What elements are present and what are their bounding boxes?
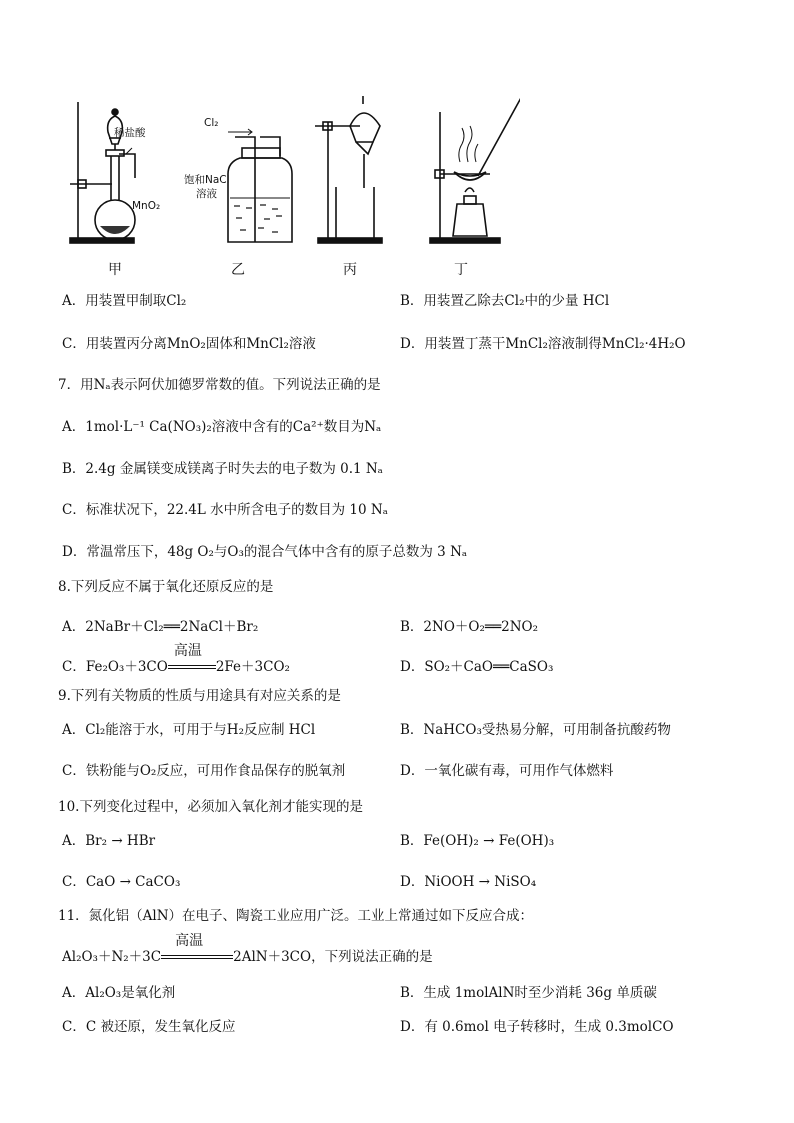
apparatus-jia: [70, 102, 135, 243]
caption-ding: 丁: [454, 262, 468, 278]
q8-option-c-left: C．Fe₂O₃＋3CO: [62, 659, 168, 675]
q7-option-d: D．常温常压下，48g O₂与O₃的混合气体中含有的原子总数为 3 Nₐ: [62, 544, 468, 560]
label-dilute-hcl: 稀盐酸: [114, 127, 146, 139]
q11-eq-left: Al₂O₃＋N₂＋3C: [62, 949, 162, 965]
q7-option-a: A．1mol·L⁻¹ Ca(NO₃)₂溶液中含有的Ca²⁺数目为Nₐ: [62, 419, 382, 435]
q7-option-c: C．标准状况下，22.4L 水中所含电子的数目为 10 Nₐ: [62, 502, 388, 518]
caption-bing: 丙: [343, 262, 357, 278]
apparatus-yi: [228, 129, 292, 242]
q6-option-a: A．用装置甲制取Cl₂: [62, 293, 187, 309]
q8-condition: 高温: [173, 643, 202, 659]
q9-stem: 9.下列有关物质的性质与用途具有对应关系的是: [58, 688, 341, 704]
q6-option-c: C．用装置丙分离MnO₂固体和MnCl₂溶液: [62, 336, 316, 352]
label-nacl-solution: 溶液: [196, 188, 217, 200]
q8-option-c: [62, 643, 290, 676]
q7-option-b: B．2.4g 金属镁变成镁离子时失去的电子数为 0.1 Nₐ: [62, 461, 383, 477]
q6-option-b: B．用装置乙除去Cl₂中的少量 HCl: [400, 293, 610, 309]
q11-stem: 11．氮化铝（AlN）在电子、陶瓷工业应用广泛。工业上常通过如下反应合成：: [58, 908, 534, 924]
q6-option-d: D．用装置丁蒸干MnCl₂溶液制得MnCl₂·4H₂O: [400, 336, 686, 352]
apparatus-figure: [60, 92, 520, 254]
q10-option-c: C．CaO → CaCO₃: [62, 874, 181, 890]
q9-option-c: C．铁粉能与O₂反应，可用作食品保存的脱氧剂: [62, 763, 346, 779]
label-cl2: Cl₂: [204, 117, 219, 129]
q10-option-b: B．Fe(OH)₂ → Fe(OH)₃: [400, 833, 555, 849]
label-mno2: MnO₂: [132, 200, 161, 212]
q8-option-d: D．SO₂＋CaO══CaSO₃: [400, 659, 554, 675]
q11-reaction-arrow: [161, 933, 233, 966]
q9-option-d: D．一氧化碳有毒，可用作气体燃料: [400, 763, 614, 779]
apparatus-ding: [430, 96, 520, 243]
q8-stem: 8.下列反应不属于氧化还原反应的是: [58, 579, 274, 595]
q11-option-c: C．C 被还原，发生氧化反应: [62, 1019, 236, 1035]
q9-option-b: B．NaHCO₃受热易分解，可用制备抗酸药物: [400, 722, 671, 738]
q10-option-d: D．NiOOH → NiSO₄: [400, 874, 537, 890]
q11-option-a: A．Al₂O₃是氧化剂: [62, 985, 176, 1001]
q11-condition: 高温: [175, 933, 204, 949]
q10-stem: 10.下列变化过程中，必须加入氧化剂才能实现的是: [58, 799, 363, 815]
q11-equation: [62, 933, 433, 966]
apparatus-bing: [315, 96, 382, 243]
q11-option-b: B．生成 1molAlN时至少消耗 36g 单质碳: [400, 985, 657, 1001]
label-nacl: 饱和NaCl: [184, 174, 230, 186]
q9-option-a: A．Cl₂能溶于水，可用于与H₂反应制 HCl: [62, 722, 316, 738]
caption-yi: 乙: [231, 262, 245, 278]
q10-option-a: A．Br₂ → HBr: [62, 833, 156, 849]
q8-option-b: B．2NO＋O₂══2NO₂: [400, 619, 539, 635]
q8-option-c-right: 2Fe＋3CO₂: [215, 659, 290, 675]
q7-stem: 7．用Nₐ表示阿伏加德罗常数的值。下列说法正确的是: [58, 377, 381, 393]
q8-reaction-arrow: [168, 643, 216, 676]
caption-jia: 甲: [108, 262, 122, 278]
q11-option-d: D．有 0.6mol 电子转移时，生成 0.3molCO: [400, 1019, 674, 1035]
q11-eq-right: 2AlN＋3CO，下列说法正确的是: [233, 949, 433, 965]
q8-option-a: A．2NaBr＋Cl₂══2NaCl＋Br₂: [62, 619, 259, 635]
